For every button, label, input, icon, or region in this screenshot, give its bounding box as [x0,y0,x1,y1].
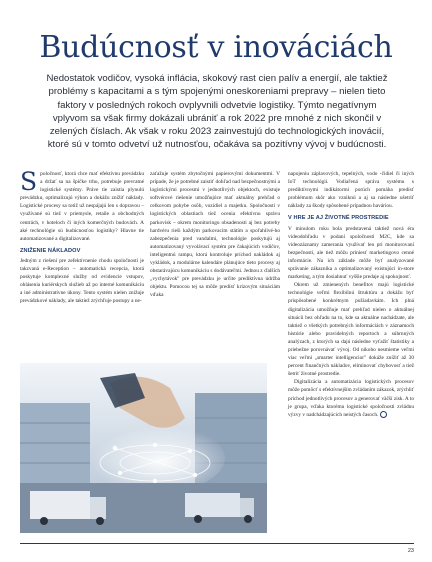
end-mark-icon [380,411,387,418]
footer-rule [20,543,414,544]
page-number: 23 [407,548,414,554]
drop-cap: S [20,167,38,196]
body-paragraph: Digitalizácia a automatizácia logistických procesov môže pomôcť s efektívnejším zvládaním zákazok, zrýchliť príchod jednotlivých procesov a generovať väčší zisk. A to je grupa, vďaka ktorému logistické spoločnosti zvládnu výzvy v nadchádzajúcich neistých časoch. [288,379,414,418]
intro-paragraph: Spoločnosť, ktorá chce mať efektívnu prevádzku a držať sa na špičke trhu, potrebuje prevratné logistické systémy. Práve tie zaistia plynulú prevádzku, optimalizujú výkon a dokážu znížiť náklady. Logistické procesy sa totiž už nespájajú len s dopravou – využívané sú tiež v priemysle, retaile a obchodných centrách, v hoteloch či iných komerčných budovách. A aké technológie sú budúcnosťou logistiky? Hlavne tie automatizované a digitalizované. [20,167,144,242]
logistics-illustration [20,363,267,533]
column-2 [150,170,280,300]
body-paragraph: napojeniu záplavových, tepelných, vodo -čidiel či iných IoT technológií. Vodiaľená správa systému s prediktívnymi indikátormi porúch pomáha predísť problémom skôr ako vzniknú a aj sa následne ušetriť náklady za škody spôsobené prípadnou haváriou. [288,171,414,210]
column-1 [20,167,144,306]
body-paragraph: V minulom roku bola predstavená taktiež nová éra videodohľadu v podaní spoločnosti M2C, kde sa videozáznamy zamerania využívať len pri monitorovaní bezpečnosti, ale tiež môžu priniesť marketingovo cenné informácie. Na ich základe môže byť analyzované správanie zákazníka a optimalizovaný existujúci in-store marketing, a tým dosiahnuť vyššie predaje aj spokojnosť. [288,225,414,281]
column-3 [288,170,414,419]
section-heading-costs: ZNIŽENIE NÁKLADOV [20,247,81,254]
article-title: Budúcnosť v inováciách [39,30,393,65]
body-paragraph: Jedným z riešení pre zefektívnenie chodu spoločnosti je takzvaná e-Reception – automatická recepcia, ktorá poskytuje komplexné služby od evidencie vstupov, ohlásenia kuriérskych služieb až po interné komunikáciu a iné administratívne úkony. Tento systém nielen znižuje prevádzkové náklady, ale taktiež zrýchľuje postupy a ne- [20,257,144,305]
article-lead: Nedostatok vodičov, vysoká inflácia, skokový rast cien palív a energií, ale taktiež problémy s kapacitami a s tým spojenými oneskoreniami prepravy – nielen tieto faktory v posledných rokoch ovplyvnili odvetvie logistiky. Týmto negatívnym vplyvom sa však firmy dokázali ubrániť a rok 2022 pre mnohé z nich skončil v zelených číslach. Ak však v roku 2023 zainvestujú do technologických inovácií, ktoré sú v tomto odvetví už nutnosťou, očakáva sa pozitívny vývoj v budúcnosti. [46,73,388,151]
body-paragraph: zaťažuje systém zbytočnými papierovými dokumentmi. V prípade, že je potrebné zaistiť dohľad nad bezpečnostnými a logistickými procesmi v jednotlivých objektoch, existuje softvérové riešenie umožňujúce mať aktuálny prehľad o celkovom pohybe osôb, vozidiel a majetku. Spoločnosti v logistických oblastiach tiež ocenia efektívnu správu parkovísk – okrem monitoringu obsadenosti aj bez potreby hardvéru rieši každým parkovacím státím a spoľahlivé-ho zabezpečenia pred vandalmi, technológie poskytujú aj automatizovaný vyvolávací systém pre čakajúcich vodičov, inteligentnú rampu, ktorá kontroluje príchod nakládok aj vykládok, a modulárne kalendáre plánujúce tieto procesy aj obstarávajúcu komunikáciu s dodávateľmi. Jednou z ďalších „vychytávok" pre prevádzku je určite prediktívna údržba objektu. Pomocou tej sa môže predísť krízovým situáciám vďaka [150,171,280,299]
article-photo [20,363,267,533]
section-heading-environment: V HRE JE AJ ŽIVOTNÉ PROSTREDIE [288,215,389,222]
body-paragraph: Okrem už zmienených benefitov majú logistické technológie veľmi flexibilnú štruktúru a dokážu byť prispôsobené konkrétnym požiadavkám. Ich plná digitalizácia umožňuje mať prehľad nielen o aktuálnej situácii bez ohľadu na to, kde sa aktuálne nachádzate, ale taktiež o všetkých potrebných informáciách v záznamoch histórie alebo pravidelných reportoch a súhrnných analýzach, z ktorých sa dajú následne vyťažiť štatistiky a priebežne porovnávať vývoj. Od nikoho nesmieme veľmi viac veľmi „smarter intelligencior" dokáže znížiť až 30 percent finančných nákladov, eliminovať chybovosť a tiež šetriť životné prostredie. [288,282,414,378]
